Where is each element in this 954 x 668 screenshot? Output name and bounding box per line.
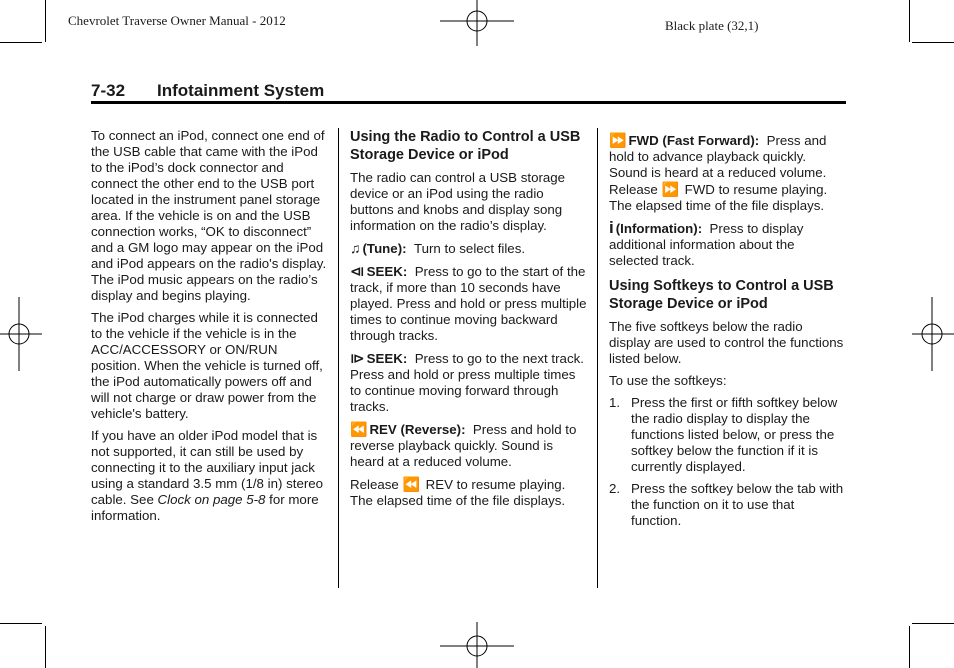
seek-forward-icon: ⧐ xyxy=(350,350,365,366)
crop-mark xyxy=(912,623,954,624)
info-icon: i xyxy=(609,218,614,237)
crop-mark xyxy=(45,0,46,42)
reverse-icon: ⏪ xyxy=(350,421,368,437)
paragraph: The five softkeys below the radio display are used to control the functions listed below. xyxy=(609,319,844,366)
crop-mark xyxy=(912,42,954,43)
registration-mark-icon xyxy=(912,297,954,371)
steps-list xyxy=(609,395,847,529)
paragraph: The radio can control a USB storage device or an iPod using the radio buttons and knobs and display song information on the radio’s display. xyxy=(350,170,566,233)
crop-mark xyxy=(909,0,910,42)
heading-rule xyxy=(91,101,846,104)
list-item: 2. Press the softkey below the tab with the function on it to use that function. xyxy=(609,481,844,528)
subsection-heading: Using the Radio to Control a USB Storage Device or iPod xyxy=(350,129,581,163)
seek-back-icon: ⧏ xyxy=(350,263,365,279)
fast-forward-icon: ⏩ xyxy=(609,132,627,148)
plate-label: Black plate (32,1) xyxy=(665,18,759,33)
section-number: 7-32 xyxy=(91,81,126,100)
column-middle xyxy=(350,128,588,515)
fast-forward-icon: ⏩ xyxy=(661,181,679,197)
tune-icon: ♫ xyxy=(350,240,361,256)
column-right xyxy=(609,132,847,535)
column-left xyxy=(91,128,329,530)
subsection-heading: Using Softkeys to Control a USB Storage Device or iPod xyxy=(609,278,834,312)
seek-forward-description: ⧐ SEEK: Press to go to the next track. Press and hold or press multiple times to continue moving forward through tracks. xyxy=(350,350,584,414)
tune-description: ♫ (Tune): Turn to select files. xyxy=(350,240,526,256)
crop-mark xyxy=(909,626,910,668)
section-title: Infotainment System xyxy=(157,81,325,100)
paragraph: To use the softkeys: xyxy=(609,373,727,388)
column-divider xyxy=(597,128,598,588)
column-divider xyxy=(338,128,339,588)
reverse-description: ⏪ REV (Reverse): Press and hold to reverse playback quickly. Sound is heard at a reduced volume. xyxy=(350,421,577,469)
fast-forward-description: ⏩ FWD (Fast Forward): Press and hold to advance playback quickly. Sound is heard at a reduced volume. Release ⏩ FWD to resume playing. The elapsed time of the file displays. xyxy=(609,132,828,213)
reverse-icon: ⏪ xyxy=(402,476,420,492)
list-item: 1. Press the first or fifth softkey below the radio display to display the functions listed below, or press the softkey below the function if it is currently displayed. xyxy=(609,395,838,474)
paragraph: If you have an older iPod model that is not supported, it can still be used by connecting it to the auxiliary input jack using a standard 3.5 mm (1/8 in) stereo cable. See Clock on page 5‑8 for more information. xyxy=(91,428,324,523)
crop-mark xyxy=(0,623,42,624)
document-title: Chevrolet Traverse Owner Manual - 2012 xyxy=(68,13,286,28)
information-description: i (Information): Press to display additional information about the selected track. xyxy=(609,218,804,268)
paragraph: To connect an iPod, connect one end of the USB cable that came with the iPod to the iPod’s dock connector and connect the other end to the USB port located in the instrument panel storage area. If the vehicle is on and the USB connection works, “OK to disconnect” and a GM logo may appear on the iPod and iPod appears on the radio's display. The iPod music appears on the radio’s display and begins playing. xyxy=(91,128,327,303)
seek-back-description: ⧏ SEEK: Press to go to the start of the track, if more than 10 seconds have played. Press and hold or press multiple times to continue moving backward through tracks. xyxy=(350,263,587,343)
cross-reference-link[interactable]: Clock on page 5‑8 xyxy=(157,492,266,507)
registration-mark-icon xyxy=(0,297,42,371)
registration-mark-icon xyxy=(440,622,514,668)
section-heading xyxy=(91,81,324,101)
crop-mark xyxy=(45,626,46,668)
reverse-release-description: Release ⏪ REV to resume playing. The elapsed time of the file displays. xyxy=(350,476,566,508)
registration-mark-icon xyxy=(440,0,514,46)
paragraph: The iPod charges while it is connected to the vehicle if the vehicle is in the ACC/ACCESSORY or ON/RUN position. When the vehicle is turned off, the iPod automatically powers off and will not charge or draw power from the vehicle's battery. xyxy=(91,310,323,421)
crop-mark xyxy=(0,42,42,43)
